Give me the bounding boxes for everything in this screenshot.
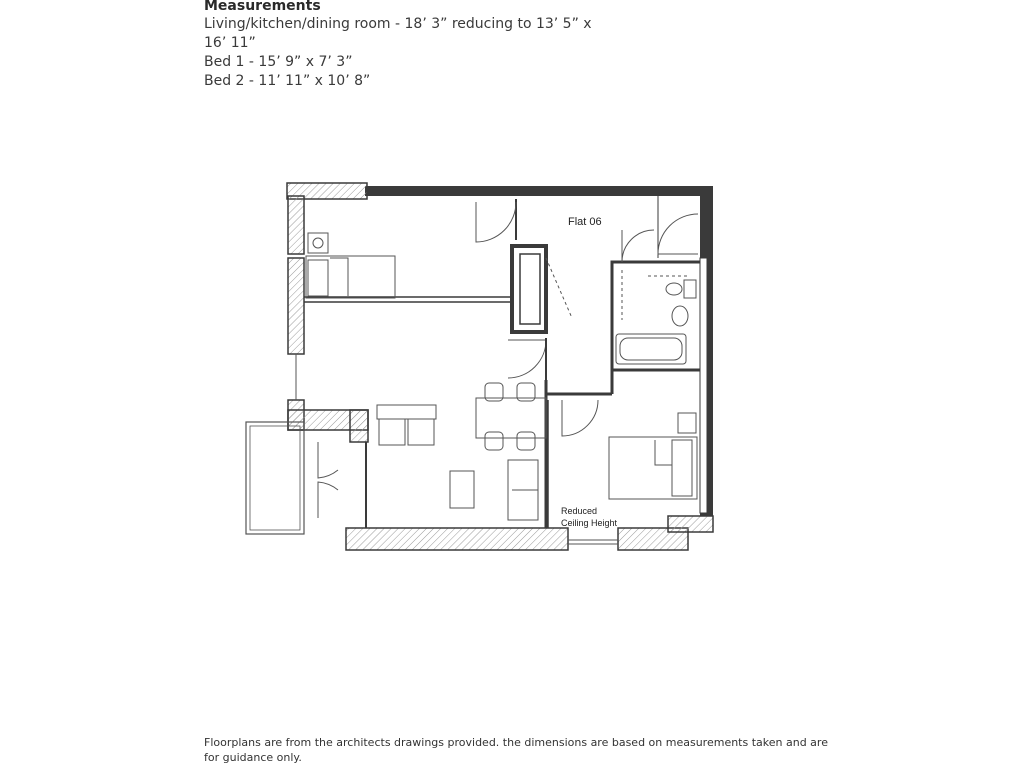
bed1-pillow — [308, 260, 328, 296]
toilet-bowl — [666, 283, 682, 295]
door-balcony-left — [318, 442, 338, 478]
wall-top — [365, 186, 713, 196]
balcony-deck-inner — [250, 426, 300, 530]
measurement-line-2: 16’ 11” — [204, 35, 256, 51]
ceiling-note-line1: Reduced — [561, 506, 598, 516]
balcony-deck — [246, 422, 304, 534]
door-hall-cupboard — [508, 340, 546, 378]
measurement-line-1: Living/kitchen/dining room - 18’ 3” reducing to 13’ 5” x — [204, 16, 592, 32]
door-bathroom — [622, 230, 654, 262]
wall-left-middle — [288, 258, 304, 354]
dashed-swing-1 — [546, 258, 572, 318]
bed2-bedside-table — [678, 413, 696, 433]
bed1-bedside-table — [308, 233, 328, 253]
door-bed2 — [562, 400, 598, 436]
flat-label: Flat 06 — [568, 216, 602, 228]
bed1-duvet-fold — [330, 258, 348, 296]
outer-walls — [287, 183, 713, 550]
door-bed1 — [476, 202, 516, 242]
wall-hall-cupboard-inner — [520, 254, 540, 324]
wall-balcony-step-inner — [350, 410, 368, 442]
ceiling-note-line2: Ceiling Height — [561, 518, 618, 528]
bath-tub-inner — [620, 338, 682, 360]
disclaimer-text: Floorplans are from the architects drawings provided. the dimensions are based on measurements taken and are for guidance only. — [204, 736, 828, 764]
measurements-block — [204, 0, 624, 91]
coffee-table — [450, 471, 474, 508]
wall-bottom-left — [346, 528, 568, 550]
sofa-back — [377, 405, 436, 419]
measurement-line-3: Bed 1 - 15’ 9” x 7’ 3” — [204, 54, 353, 70]
balcony — [246, 422, 304, 534]
chair-4 — [517, 432, 535, 450]
toilet-cistern — [684, 280, 696, 298]
bed2-bed — [609, 437, 697, 499]
wall-bottom-right-corner — [668, 516, 713, 532]
wall-bathroom — [612, 262, 700, 394]
chair-3 — [485, 432, 503, 450]
sofa-seat-left — [379, 419, 405, 445]
interior-walls — [304, 196, 700, 528]
bed2-pillow — [672, 440, 692, 496]
measurement-line-4: Bed 2 - 11’ 11” x 10’ 8” — [204, 73, 371, 89]
basin — [672, 306, 688, 326]
wall-left-upper — [288, 196, 304, 254]
sofa-seat-right — [408, 419, 434, 445]
wall-right-inner — [700, 258, 707, 513]
door-balcony-right — [318, 482, 338, 518]
dining-table — [476, 398, 546, 438]
bed2-duvet-fold — [655, 440, 672, 465]
bed1-lamp — [313, 238, 323, 248]
floorplan-drawing — [240, 175, 720, 565]
furniture — [306, 233, 697, 520]
bed1-bed — [306, 256, 395, 298]
measurements-title: Measurements — [204, 0, 321, 14]
door-flat-entrance — [658, 214, 698, 254]
